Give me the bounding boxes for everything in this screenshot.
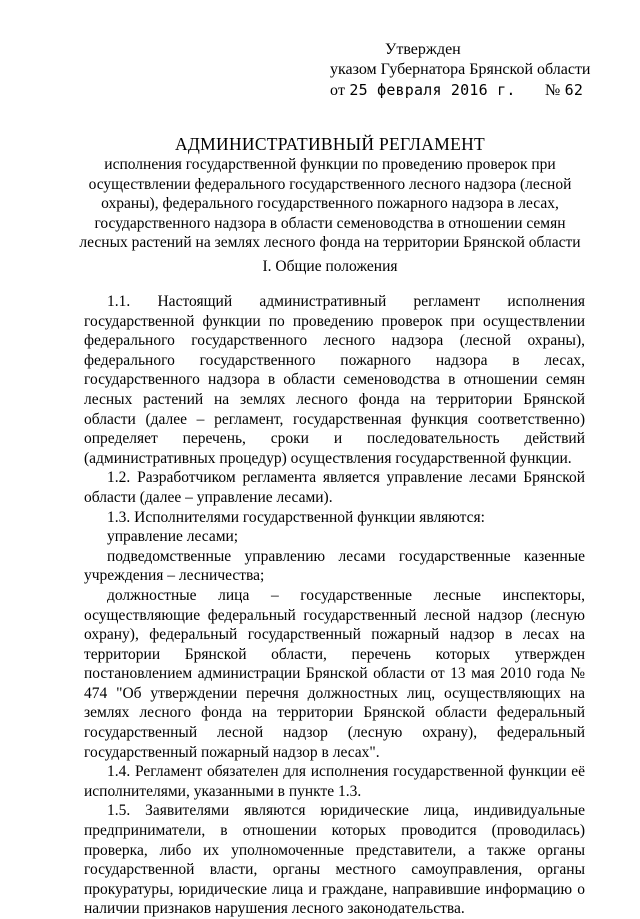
document-title: АДМИНИСТРАТИВНЫЙ РЕГЛАМЕНТ [174, 134, 486, 154]
list-item-officials: должностные лица – государственные лесные инспекторы, осуществляющие федеральный государственный лесной надзор (лесную охрану), федеральный государственный пожарный надзор в лесах на территории Брянской области, перечень которых утвержден постановлением администрации Брянской области от 13 мая 2010 года № 474 "Об утверждении перечня должностных лиц, осуществляющих на землях лесного фонда на территории Брянской области федеральный государственный лесной надзор (лесную охрану), федеральный государственный пожарный надзор в лесах". [84, 586, 585, 761]
approval-line-approved: Утвержден [385, 41, 461, 58]
approval-line-decree: указом Губернатора Брянской области [330, 61, 591, 78]
approval-date: 25 февраля 2016 г. [349, 81, 516, 99]
approval-number-sign: № [544, 82, 561, 99]
approval-line-date [330, 80, 591, 101]
list-item-forest-management: управление лесами; [107, 528, 239, 546]
approval-number: 62 [564, 81, 584, 99]
list-item-subordinate-institutions: подведомственные управлению лесами государственные казенные учреждения – лесничества; [84, 547, 585, 585]
approval-stamp [330, 40, 591, 101]
paragraph-1-2: 1.2. Разработчиком регламента является управление лесами Брянской области (далее – управление лесами). [84, 469, 585, 506]
paragraph-1-3: 1.3. Исполнителями государственной функции являются: [107, 508, 485, 526]
paragraph-1-5: 1.5. Заявителями являются юридические лица, индивидуальные предприниматели, в отношении которых проводится (проводилась) проверка, либо их уполномоченные представители, а также органы государственной власти, органы местного самоуправления, органы прокуратуры, юридические лица и граждане, направившие информацию о наличии признаков нарушения лесного законодательства. [84, 802, 585, 918]
section-heading: I. Общие положения [262, 258, 398, 275]
paragraph-1-1: 1.1. Настоящий административный регламент исполнения государственной функции по проведению проверок при осуществлении федерального государственного лесного надзора (лесной охраны), федерального государственного пожарного надзора в лесах, государственного надзора в области семеноводства в отношении семян лесных растений на землях лесного фонда на территории Брянской области (далее – регламент, государственная функция соответственно) определяет перечень, сроки и последовательность действий (административных процедур) осуществления государственной функции. [84, 293, 585, 467]
title-block [70, 133, 590, 253]
document-subtitle: исполнения государственной функции по проведению проверок при осуществлении федерального государственного лесного надзора (лесной охраны), федерального государственного пожарного надзора в лесах, государственного надзора в области семеноводства в отношении семян лесных растений на землях лесного фонда на территории Брянской области [79, 156, 581, 251]
approval-date-prefix: от [330, 82, 346, 99]
document-body [84, 292, 585, 919]
paragraph-1-4: 1.4. Регламент обязателен для исполнения государственной функции её исполнителями, указанными в пункте 1.3. [84, 763, 585, 800]
